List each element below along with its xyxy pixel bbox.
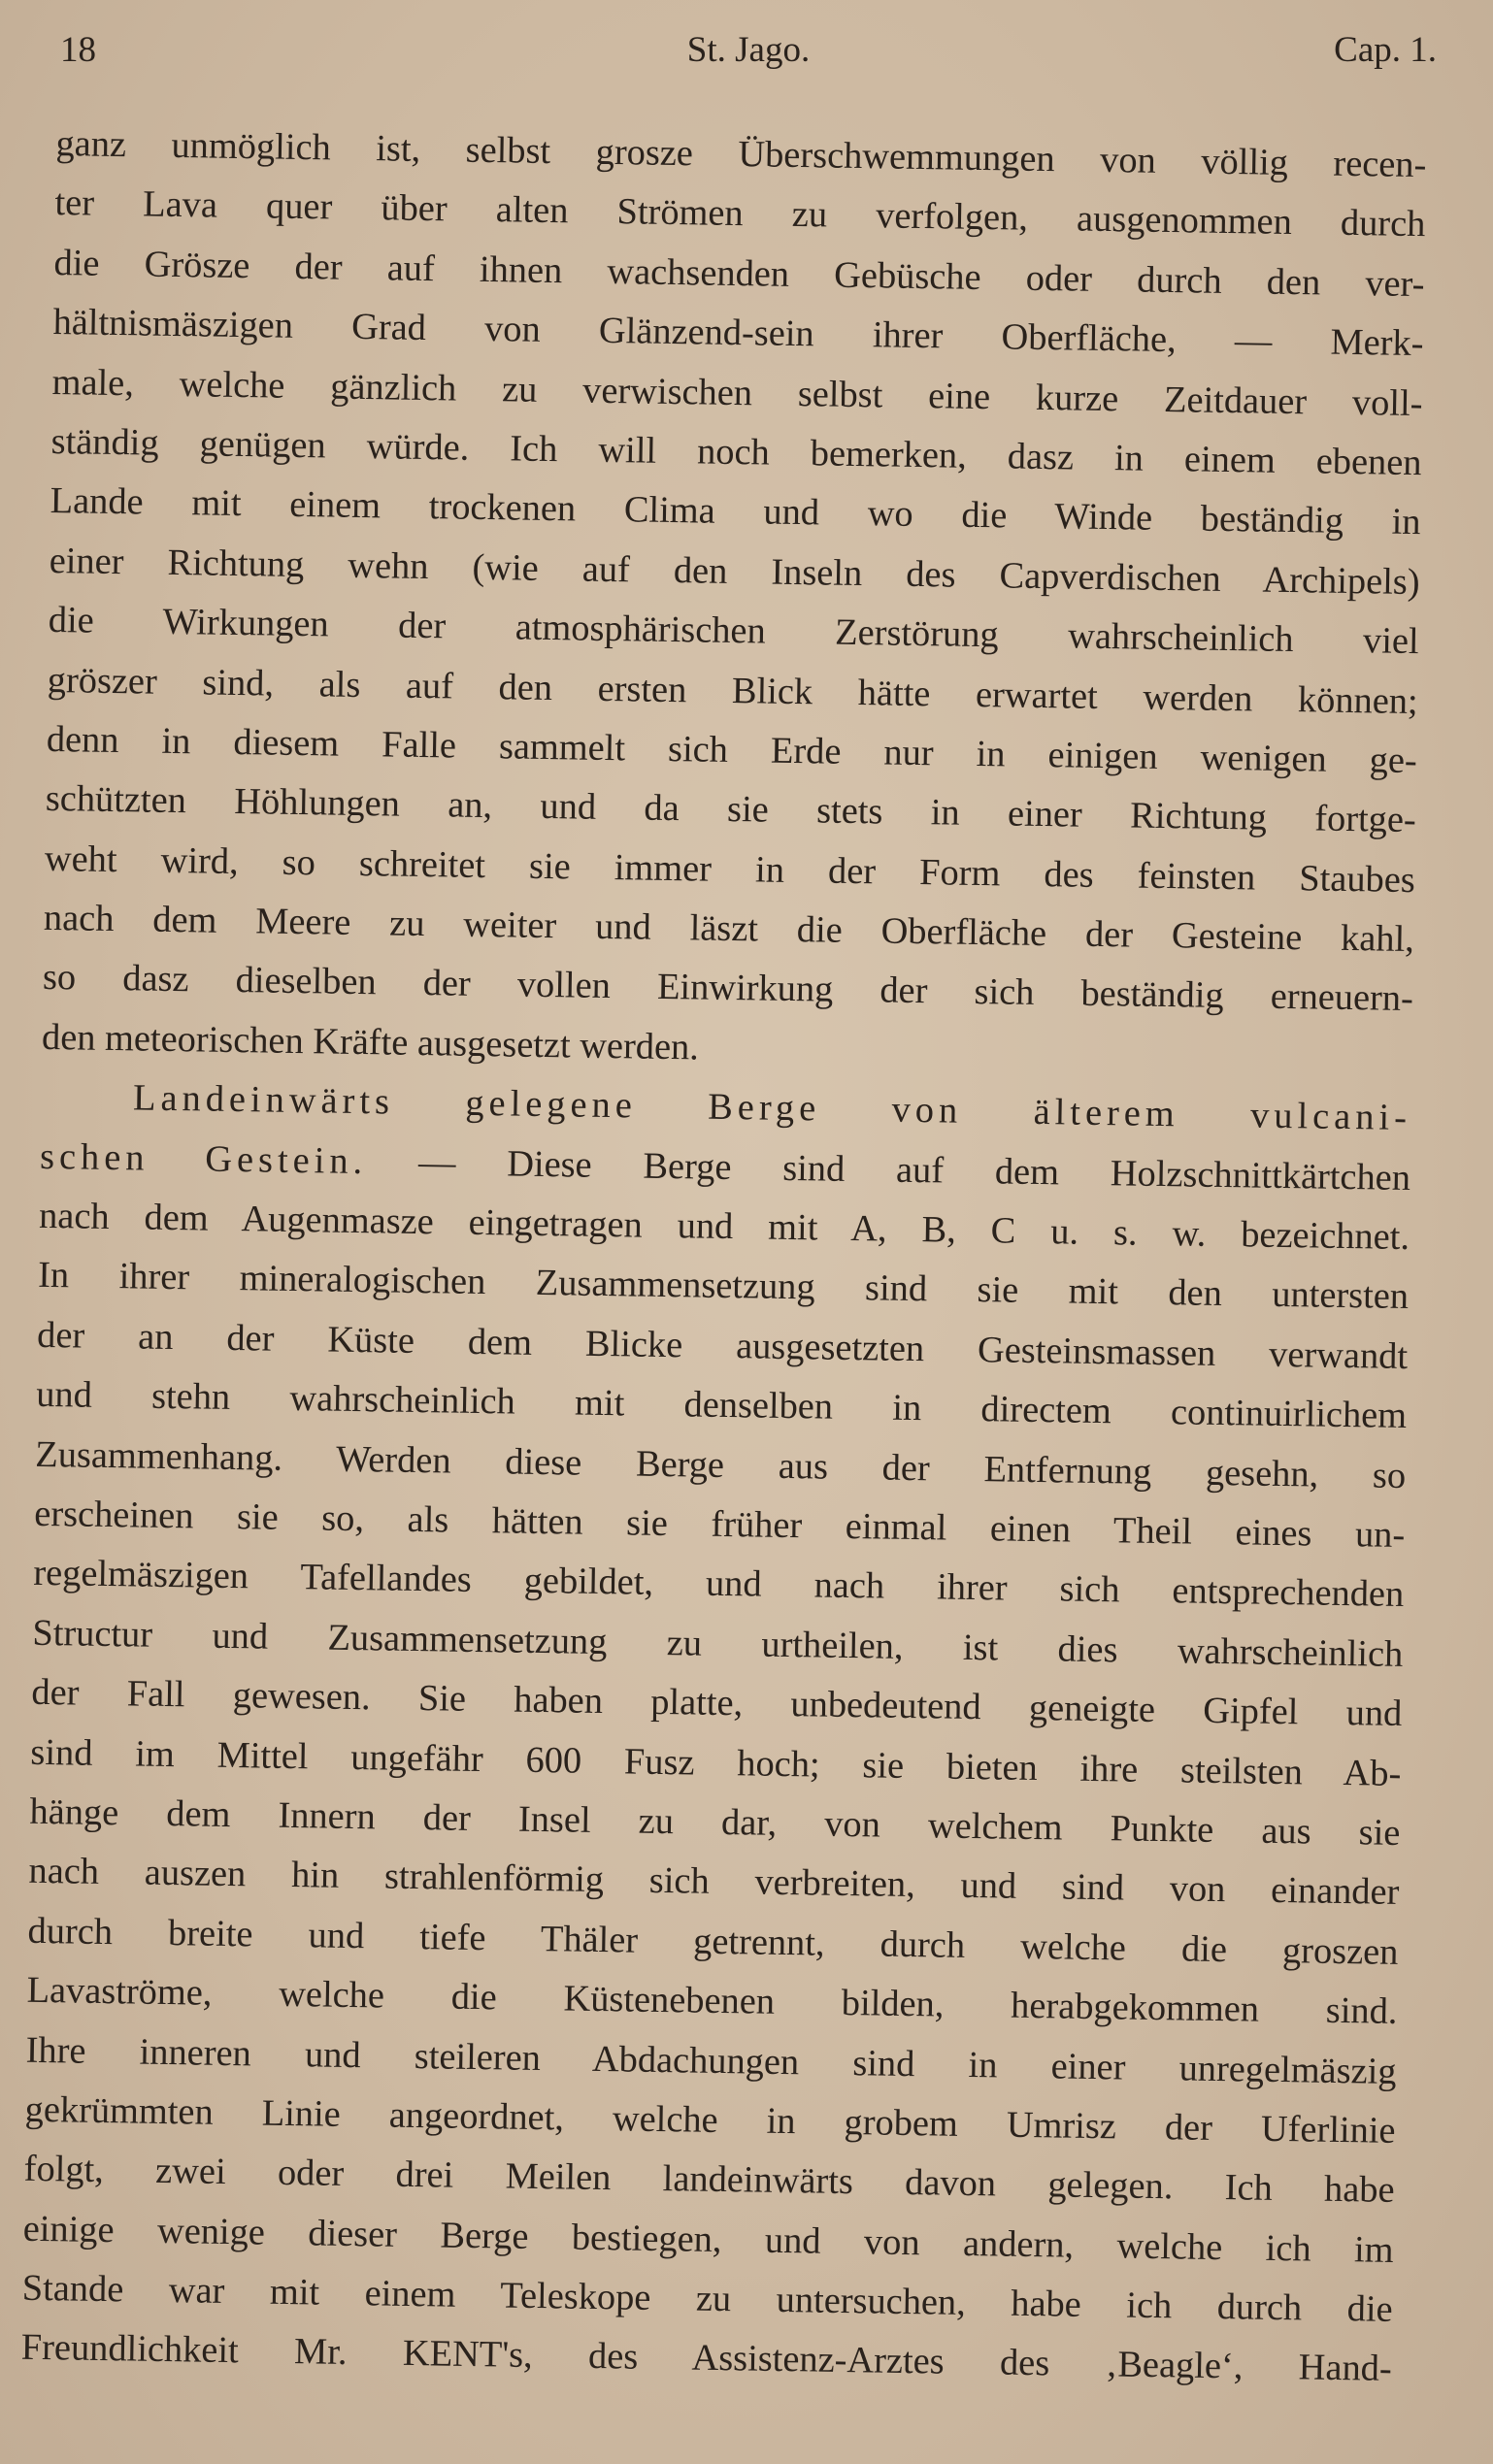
text-line: weht wird, so schreitet sie immer in der Form des feinsten Staubes [44, 838, 1416, 901]
text-line: Lavaströme, welche die Küstenebenen bilden, herabgekommen sind. [26, 1969, 1398, 2033]
text-line: gekrümmten Linie angeordnet, welche in grobem Umrisz der Uferlinie [24, 2088, 1396, 2152]
text-line: Structur und Zusammensetzung zu urtheilen, ist dies wahrscheinlich [32, 1612, 1404, 1675]
text-line: erscheinen sie so, als hätten sie früher einmal einen Theil eines un- [34, 1493, 1406, 1556]
text-line: der an der Küste dem Blicke ausgesetzten Gesteinsmassen verwandt [36, 1314, 1409, 1377]
text-line: sind im Mittel ungefähr 600 Fusz hoch; sie bieten ihre steilsten Ab- [30, 1731, 1402, 1794]
text-line: einer Richtung wehn (wie auf den Inseln des Capverdischen Archipels) [49, 540, 1420, 603]
text-line: hänge dem Innern der Insel zu dar, von welchem Punkte aus sie [29, 1791, 1401, 1854]
text-line: gröszer sind, als auf den ersten Blick hätte erwartet werden können; [47, 659, 1419, 722]
text-line: nach dem Meere zu weiter und läszt die Oberfläche der Gesteine kahl, [43, 897, 1415, 961]
text-run: — Diese Berge sind auf dem Holzschnittkärtchen [366, 1140, 1411, 1199]
text-line: die Wirkungen der atmosphärischen Zerstörung wahrscheinlich viel [48, 600, 1419, 663]
text-line: ganz unmöglich ist, selbst grosze Überschwemmungen von völlig recen- [55, 122, 1427, 186]
text-line: der Fall gewesen. Sie haben platte, unbedeutend geneigte Gipfel und [31, 1671, 1403, 1735]
section-heading-line: Landeinwärts gelegene Berge von älterem vulcani- [132, 1077, 1412, 1139]
text-line: nach dem Augenmasze eingetragen und mit A, B, C u. s. w. bezeichnet. [38, 1195, 1410, 1259]
page-number: 18 [60, 30, 96, 70]
text-line: Freundlichkeit Mr. KENT's, des Assistenz-Arztes des ‚Beagle‘, Hand- [20, 2327, 1393, 2390]
text-line: male, welche gänzlich zu verwischen selbst eine kurze Zeitdauer voll- [51, 361, 1423, 424]
text-line: Lande mit einem trockenen Clima und wo die Winde beständig in [50, 480, 1421, 543]
body-text [20, 115, 1426, 2400]
text-line: denn in diesem Falle sammelt sich Erde nur in einigen wenigen ge- [46, 718, 1418, 782]
text-line: nach auszen hin strahlenförmig sich verbreiten, und sind von einander [28, 1851, 1400, 1914]
text-line: In ihrer mineralogischen Zusammensetzung sind sie mit den untersten [37, 1255, 1410, 1318]
running-title: St. Jago. [686, 30, 811, 70]
text-line: Stande war mit einem Teleskope zu untersuchen, habe ich durch die [21, 2267, 1393, 2330]
chapter-reference: Cap. 1. [1334, 30, 1437, 70]
paragraph-mountains [20, 1068, 1411, 2400]
text-line: schützten Höhlungen an, und da sie stets in einer Richtung fortge- [45, 778, 1417, 841]
running-head [60, 29, 1437, 87]
text-line: Zusammenhang. Werden diese Berge aus der Entfernung gesehn, so [34, 1433, 1407, 1496]
text-line: so dasz dieselben der vollen Einwirkung der sich beständig erneuern- [42, 957, 1414, 1020]
text-line: ter Lava quer über alten Strömen zu verfolgen, ausgenommen durch [54, 182, 1426, 246]
text-line: regelmäszigen Tafellandes gebildet, und nach ihrer sich entsprechenden [33, 1553, 1405, 1616]
text-line: Ihre inneren und steileren Abdachungen sind in einer unregelmäszig [25, 2029, 1397, 2092]
text-line: und stehn wahrscheinlich mit denselben in directem continuirlichem [35, 1374, 1408, 1437]
text-line: durch breite und tiefe Thäler getrennt, durch welche die groszen [27, 1910, 1399, 1973]
text-line: ständig genügen würde. Ich will noch bemerken, dasz in einem ebenen [50, 420, 1422, 484]
section-heading-end: schen Gestein. [39, 1135, 368, 1182]
text-line: den meteorischen Kräfte ausgesetzt werden. [41, 1016, 700, 1068]
paragraph-continued [42, 115, 1427, 1089]
text-line: die Grösze der auf ihnen wachsenden Gebüsche oder durch den ver- [53, 242, 1425, 305]
text-line: folgt, zwei oder drei Meilen landeinwärts davon gelegen. Ich habe [23, 2149, 1395, 2212]
text-line: einige wenige dieser Berge bestiegen, und von andern, welche ich im [22, 2208, 1394, 2271]
text-line: hältnismäszigen Grad von Glänzend-sein ihrer Oberfläche, — Merk- [52, 302, 1424, 365]
